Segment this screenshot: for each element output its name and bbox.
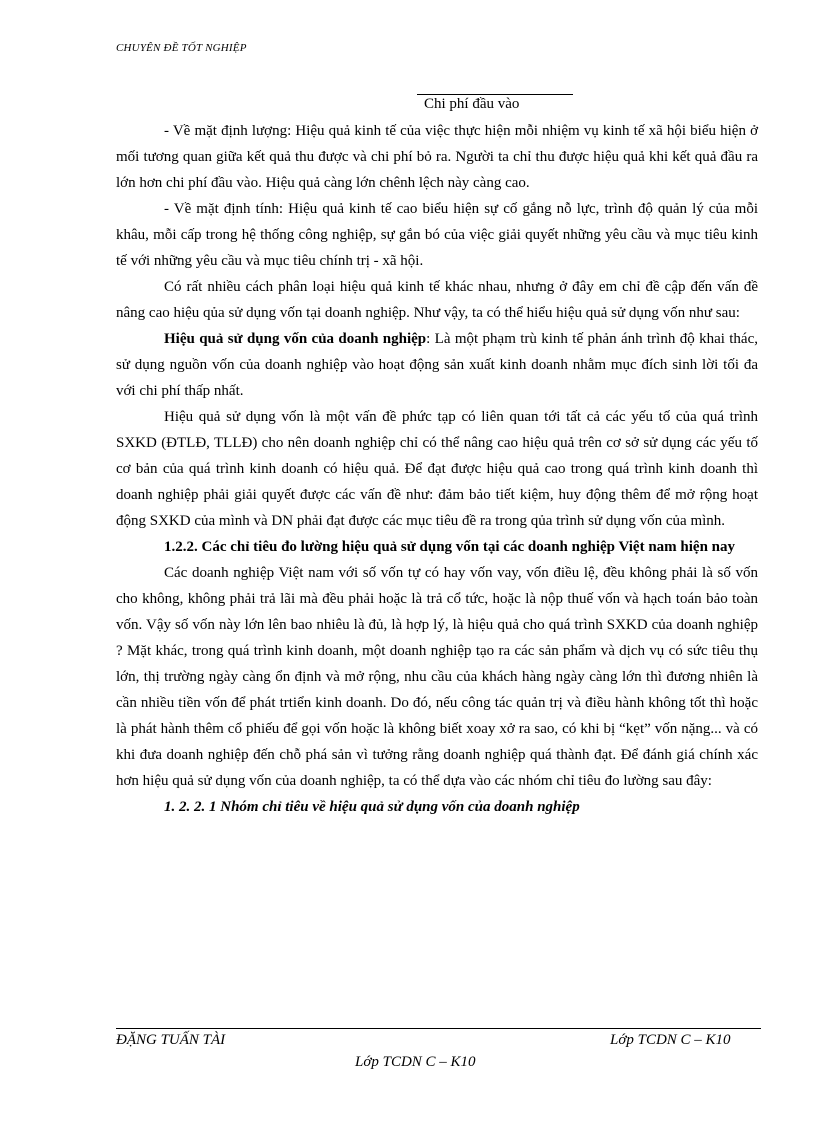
footer-class-center: Lớp TCDN C – K10 <box>355 1054 476 1070</box>
paragraph-classification: Có rất nhiều cách phân loại hiệu quả kinh tế khác nhau, nhưng ở đây em chỉ đề cập đến vấn đề nâng cao hiệu qủa sử dụng vốn tại doanh nghiệp. Như vậy, ta có thể hiểu hiệu quả sử dụng vốn như sau: <box>116 279 758 321</box>
fraction-line <box>417 94 573 95</box>
definition-term: Hiệu quả sử dụng vốn của doanh nghiệp <box>164 331 427 347</box>
paragraph-definition <box>116 326 758 404</box>
paragraph-qualitative: - Về mặt định tính: Hiệu quả kinh tế cao biểu hiện sự cố gắng nỗ lực, trình độ quản lý của mỗi khâu, mỗi cấp trong hệ thống công nghiệp, sự gắn bó của việc giải quyết những yêu cầu và mục tiêu kinh tế với những yêu cầu và mục tiêu chính trị - xã hội. <box>116 201 758 269</box>
footer-rule <box>116 1028 761 1029</box>
document-body <box>116 118 758 820</box>
footer-author: ĐẶNG TUẤN TÀI <box>116 1032 226 1048</box>
fraction-denominator: Chi phí đầu vào <box>424 96 520 112</box>
running-header: CHUYÊN ĐỀ TỐT NGHIỆP <box>116 42 247 54</box>
subsection-heading: 1. 2. 2. 1 Nhóm chỉ tiêu về hiệu quả sử dụng vốn của doanh nghiệp <box>164 799 580 815</box>
footer-class-right: Lớp TCDN C – K10 <box>610 1032 731 1048</box>
paragraph-vietnam-enterprises: Các doanh nghiệp Việt nam với số vốn tự có hay vốn vay, vốn điều lệ, đều không phải là số vốn cho không, không phải trả lãi mà đều phải hoặc là trả cổ tức, hoặc là nộp thuế vốn và hạch toán bảo toàn vốn. Vậy số vốn này lớn lên bao nhiêu là đủ, là hợp lý, là hiệu quả cho quá trình SXKD của doanh nghiệp ? Mặt khác, trong quá trình kinh doanh, một doanh nghiệp tạo ra các sản phẩm và dịch vụ có sức tiêu thụ lớn, thị trường ngày càng ổn định và mở rộng, nhu cầu của khách hàng ngày càng lớn thì đương nhiên là cần nhiều tiền vốn để phát trtiển kinh doanh. Do đó, nếu công tác quản trị và điều hành không tốt thì hoặc là phát hành thêm cổ phiếu để gọi vốn hoặc là không biết xoay xở ra sao, có khi bị “kẹt” vốn nặng... và có khi đưa doanh nghiệp đến chỗ phá sản vì tưởng rằng doanh nghiệp quá thành đạt. Để đánh giá chính xác hơn hiệu quả sử dụng vốn của doanh nghiệp, ta có thể dựa vào các nhóm chỉ tiêu đo lường sau đây: <box>116 565 758 789</box>
section-heading: 1.2.2. Các chỉ tiêu đo lường hiệu quả sử dụng vốn tại các doanh nghiệp Việt nam hiện nay <box>164 539 736 555</box>
definition-text: : Là một phạm trù kinh tế phản ánh trình độ khai thác, sử dụng nguồn vốn của doanh nghiệp vào hoạt động sản xuất kinh doanh nhằm mục đích sinh lời tối đa với chi phí thấp nhất. <box>116 331 758 399</box>
paragraph-quantitative: - Về mặt định lượng: Hiệu quả kinh tế của việc thực hiện mỗi nhiệm vụ kinh tế xã hội biểu hiện ở mối tương quan giữa kết quả thu được và chi phí bỏ ra. Người ta chỉ thu được hiệu quả khi kết quả đầu ra lớn hơn chi phí đầu vào. Hiệu quả càng lớn chênh lệch này càng cao. <box>116 123 758 191</box>
paragraph-complexity: Hiệu quả sử dụng vốn là một vấn đề phức tạp có liên quan tới tất cả các yếu tố của quá trình SXKD (ĐTLĐ, TLLĐ) cho nên doanh nghiệp chỉ có thể nâng cao hiệu quả trên cơ sở sử dụng các yếu tố cơ bản của quá trình kinh doanh có hiệu quả. Để đạt được hiệu quả cao trong quá trình kinh doanh thì doanh nghiệp phải giải quyết được các vấn đề như: đảm bảo tiết kiệm, huy động thêm để mở rộng hoạt động SXKD của mình và DN phải đạt được các mục tiêu đề ra trong qủa trình sử dụng vốn của mình. <box>116 409 758 529</box>
